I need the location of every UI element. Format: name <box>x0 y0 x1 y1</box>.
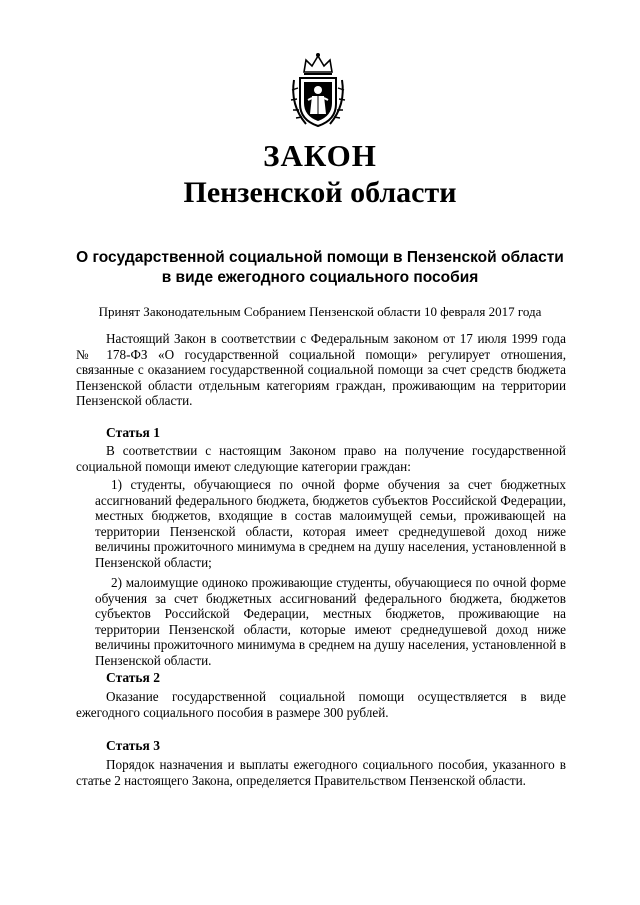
article-1-item-2: 2) малоимущие одиноко проживающие студенты, обучающиеся по очной форме обучения за счет бюджетных ассигнований федерального бюджета, бюджетов субъектов Российской Федерации, местных бюджетов, проживающие на территории Пензенской области, которые имеют среднедушевой доход ниже величины прожиточного минимума в среднем на душу населения, установленной в Пензенской области. <box>95 575 566 668</box>
law-region: Пензенской области <box>183 176 457 209</box>
article-3-heading: Статья 3 <box>106 738 160 753</box>
preamble <box>76 331 566 409</box>
penza-coat-of-arms-icon <box>286 50 350 130</box>
article-1-heading: Статья 1 <box>106 425 160 440</box>
article-3-body <box>76 757 566 788</box>
adoption-note: Принят Законодательным Собранием Пензенской области 10 февраля 2017 года <box>98 304 542 319</box>
preamble-text: Настоящий Закон в соответствии с Федеральным законом от 17 июля 1999 года № 178-ФЗ «О государственной социальной помощи» регулирует отношения, связанные с оказанием государственной социальной помощи за счет средств бюджета Пензенской области отдельным категориям граждан, проживающим на территории Пензенской области. <box>76 331 566 409</box>
law-subject-line-2: в виде ежегодного социального пособия <box>161 269 479 286</box>
law-subject-line-1: О государственной социальной помощи в Пензенской области <box>76 249 564 266</box>
article-1-intro <box>76 443 566 474</box>
article-1-intro-text: В соответствии с настоящим Законом право на получение государственной социальной помощи имеют следующие категории граждан: <box>76 443 566 474</box>
article-2-heading: Статья 2 <box>106 670 160 685</box>
law-title: ЗАКОН <box>263 138 377 173</box>
law-subject <box>60 248 580 288</box>
article-3-text: Порядок назначения и выплаты ежегодного социального пособия, указанного в статье 2 настоящего Закона, определяется Правительством Пензенской области. <box>76 757 566 788</box>
article-2-text: Оказание государственной социальной помощи осуществляется в виде ежегодного социального пособия в размере 300 рублей. <box>76 689 566 720</box>
article-2-body <box>76 689 566 720</box>
article-1-item-1: 1) студенты, обучающиеся по очной форме обучения за счет бюджетных ассигнований федерального бюджета, бюджетов субъектов Российской Федерации, местных бюджетов, входящие в состав малоимущей семьи, проживающей на территории Пензенской области, которая имеет среднедушевой доход ниже величины прожиточного минимума в среднем на душу населения, установленной в Пензенской области; <box>95 477 566 570</box>
